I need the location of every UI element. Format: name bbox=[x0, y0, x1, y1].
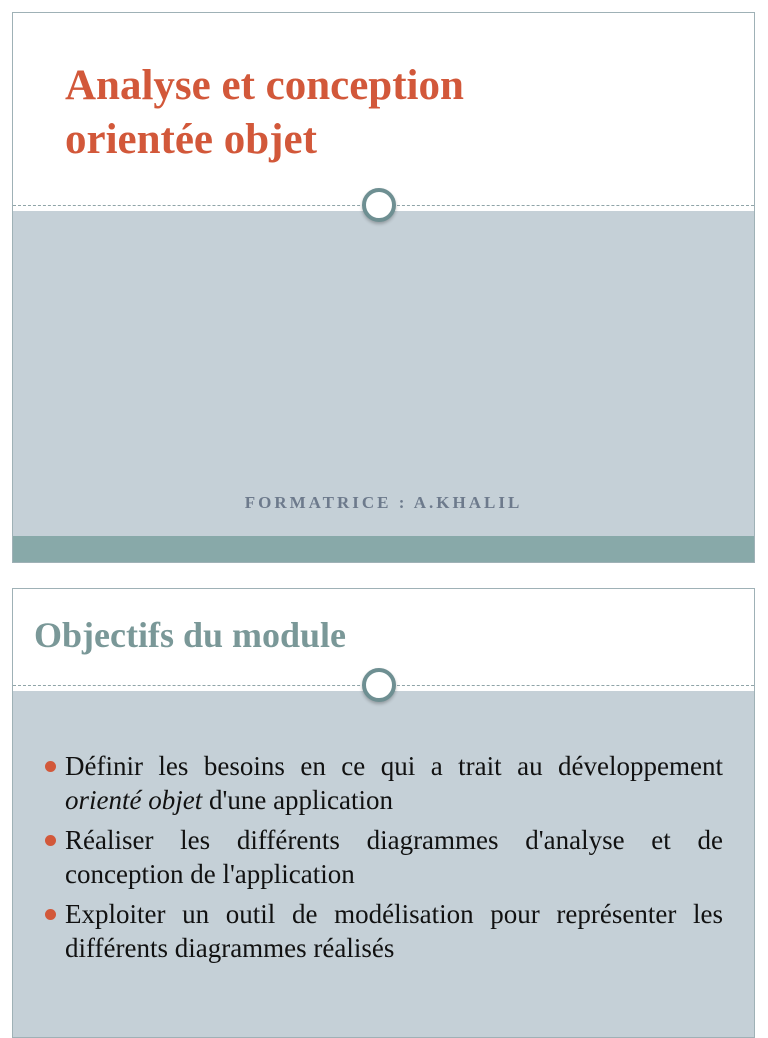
slide-objectives bbox=[12, 588, 755, 1038]
title-area bbox=[13, 13, 754, 205]
slide-main-title bbox=[65, 59, 705, 167]
divider-circle-icon bbox=[362, 188, 396, 222]
bullet-dot-icon bbox=[45, 835, 56, 846]
list-item bbox=[43, 749, 723, 817]
slide-section-title: Objectifs du module bbox=[34, 615, 347, 655]
title-line-2: orientée objet bbox=[65, 116, 317, 163]
bullet-dot-icon bbox=[45, 909, 56, 920]
bullet-text: Réaliser les différents diagrammes d'analyse et de conception de l'application bbox=[65, 825, 723, 889]
bullet-emphasis: orienté objet bbox=[65, 785, 203, 815]
slide-title bbox=[12, 12, 755, 563]
divider-circle-icon bbox=[362, 668, 396, 702]
content-area bbox=[13, 211, 754, 537]
presenter-subtitle: FORMATRICE : A.KHALIL bbox=[244, 493, 523, 512]
bullet-dot-icon bbox=[45, 761, 56, 772]
footer-band bbox=[13, 536, 754, 562]
bullet-text: d'une application bbox=[202, 785, 394, 815]
bullet-text: Exploiter un outil de modélisation pour représenter les différents diagrammes réalisés bbox=[65, 899, 723, 963]
list-item bbox=[43, 897, 723, 965]
title-line-1: Analyse et conception bbox=[65, 62, 464, 109]
bullet-text: Définir les besoins en ce qui a trait au développement bbox=[65, 751, 723, 781]
objectives-list bbox=[43, 749, 723, 971]
list-item bbox=[43, 823, 723, 891]
